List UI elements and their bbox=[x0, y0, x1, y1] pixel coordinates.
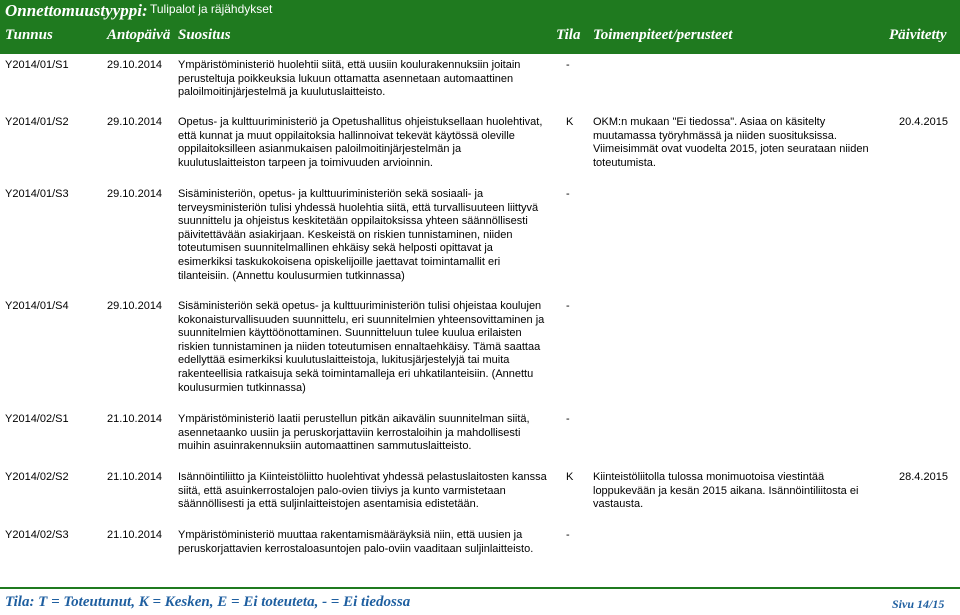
row-recommendation: Ympäristöministeriö huolehtii siitä, että uusiin koulurakennuksiin joitain perusteltuja poikkeuksia lukuun ottamatta asennetaan automaattinen paloilmoitinjärjestelmä ja kuulutuslaitteisto. bbox=[178, 59, 521, 99]
row-date: 21.10.2014 bbox=[107, 529, 163, 541]
row-state: - bbox=[566, 529, 570, 541]
row-id: Y2014/01/S2 bbox=[5, 116, 69, 128]
column-header-state: Tila bbox=[556, 27, 581, 43]
row-measures: Kiinteistöliitolla tulossa monimuotoisa viestintää loppukevään ja kesän 2015 aikana. Isännöintiliitosta ei vastausta. bbox=[593, 471, 859, 511]
row-recommendation: Sisäministeriön sekä opetus- ja kulttuuriministeriön tulisi ohjeistaa koulujen kokonaisturvallisuuden suunnittelu, eri suunnitelmien yhteensovittaminen ja suunnitelmien käyttöönottaminen. Suunnitteluun tulee kuulua erilaisten riskien tunnistaminen ja niiden toteutumisen ennaltaehkäisy. Tämä saattaa edellyttää esimerkiksi kuulutuslaitteistoja, lukitusjärjestelyjä tai muita rakenteellisia ratkaisuja sekä toimintamalleja eri uhkatilanteisiin. (Annettu koulusurmien tutkinnassa) bbox=[178, 300, 545, 394]
row-updated: 20.4.2015 bbox=[899, 116, 948, 128]
row-date: 21.10.2014 bbox=[107, 471, 163, 483]
row-recommendation: Isännöintiliitto ja Kiinteistöliitto huolehtivat yhdessä pelastuslaitosten kanssa siitä, että asuinkerrostalojen palo-ovien tiiviys ja kunto varmistetaan säännöllisesti ja että suljinlaitteistojen asentamisia edistetään. bbox=[178, 471, 547, 511]
row-id: Y2014/01/S1 bbox=[5, 59, 69, 71]
status-legend: Tila: T = Toteutunut, K = Kesken, E = Ei toteuteta, - = Ei tiedossa bbox=[5, 594, 411, 610]
row-date: 29.10.2014 bbox=[107, 59, 163, 71]
row-id: Y2014/02/S3 bbox=[5, 529, 69, 541]
accident-type-label: Onnettomuustyyppi: bbox=[5, 1, 148, 20]
header-bar bbox=[0, 0, 960, 54]
row-id: Y2014/02/S2 bbox=[5, 471, 69, 483]
row-state: - bbox=[566, 300, 570, 312]
footer-divider bbox=[0, 587, 960, 589]
row-state: - bbox=[566, 188, 570, 200]
row-date: 21.10.2014 bbox=[107, 413, 163, 425]
row-date: 29.10.2014 bbox=[107, 188, 163, 200]
column-header-updated: Päivitetty bbox=[889, 27, 947, 43]
row-state: K bbox=[566, 116, 574, 128]
row-id: Y2014/01/S4 bbox=[5, 300, 69, 312]
column-header-recommendation: Suositus bbox=[178, 27, 231, 43]
row-state: - bbox=[566, 413, 570, 425]
page-number: Sivu 14/15 bbox=[892, 597, 945, 611]
row-recommendation: Ympäristöministeriö laatii perustellun pitkän aikavälin suunnitelman siitä, asennetaanko uusiin ja peruskorjattaviin kerrostaloihin ja mahdollisesti muihin asuinrakennuksiin automaattinen sammutuslaitteisto. bbox=[178, 413, 530, 453]
row-id: Y2014/01/S3 bbox=[5, 188, 69, 200]
column-header-measures: Toimenpiteet/perusteet bbox=[593, 27, 733, 43]
row-updated: 28.4.2015 bbox=[899, 471, 948, 483]
row-id: Y2014/02/S1 bbox=[5, 413, 69, 425]
accident-type-value: Tulipalot ja räjähdykset bbox=[150, 2, 273, 16]
row-date: 29.10.2014 bbox=[107, 116, 163, 128]
column-header-id: Tunnus bbox=[5, 27, 53, 43]
row-recommendation: Opetus- ja kulttuuriministeriö ja Opetushallitus ohjeistuksellaan huolehtivat, että kunnat ja muut oppilaitoksia hallinnoivat tekevät käytössä oleville oppilaitoksilleen asianmukaisen paloilmoitinjärjestelmän ja kuulutuslaitteiston tarpeen ja toimivuuden arvioinnin. bbox=[178, 116, 543, 169]
row-measures: OKM:n mukaan "Ei tiedossa". Asiaa on käsitelty muutamassa työryhmässä ja niiden suosituksissa. Viimeisimmät ovat vuodelta 2015, joten seurataan niiden toteutumista. bbox=[593, 116, 869, 169]
row-recommendation: Sisäministeriön, opetus- ja kulttuuriministeriön sekä sosiaali- ja terveysministeriön tulisi yhdessä huolehtia siitä, että turvallisuuteen liittyvä suunnittelu ja ohjeistus keskitetään oppilaitoksissa yhteen säännöllisesti päivitettävään asiakirjaan. Keskeistä on riskien tunnistaminen, niiden toteutumisen suunnitelmallinen ehkäisy sekä helposti opittavat ja esimerkiksi taskukokoisena opiskelijoille jaettavat toimintamallit eri tilanteisiin. (Annettu koulusurmien tutkinnassa) bbox=[178, 188, 539, 282]
row-date: 29.10.2014 bbox=[107, 300, 163, 312]
row-state: K bbox=[566, 471, 574, 483]
column-header-date: Antopäivä bbox=[107, 27, 171, 43]
row-state: - bbox=[566, 59, 570, 71]
row-recommendation: Ympäristöministeriö muuttaa rakentamismääräyksiä niin, että uusien ja peruskorjattavien kerrostaloasuntojen palo-oviin vaaditaan suljinlaitteisto. bbox=[178, 529, 534, 555]
